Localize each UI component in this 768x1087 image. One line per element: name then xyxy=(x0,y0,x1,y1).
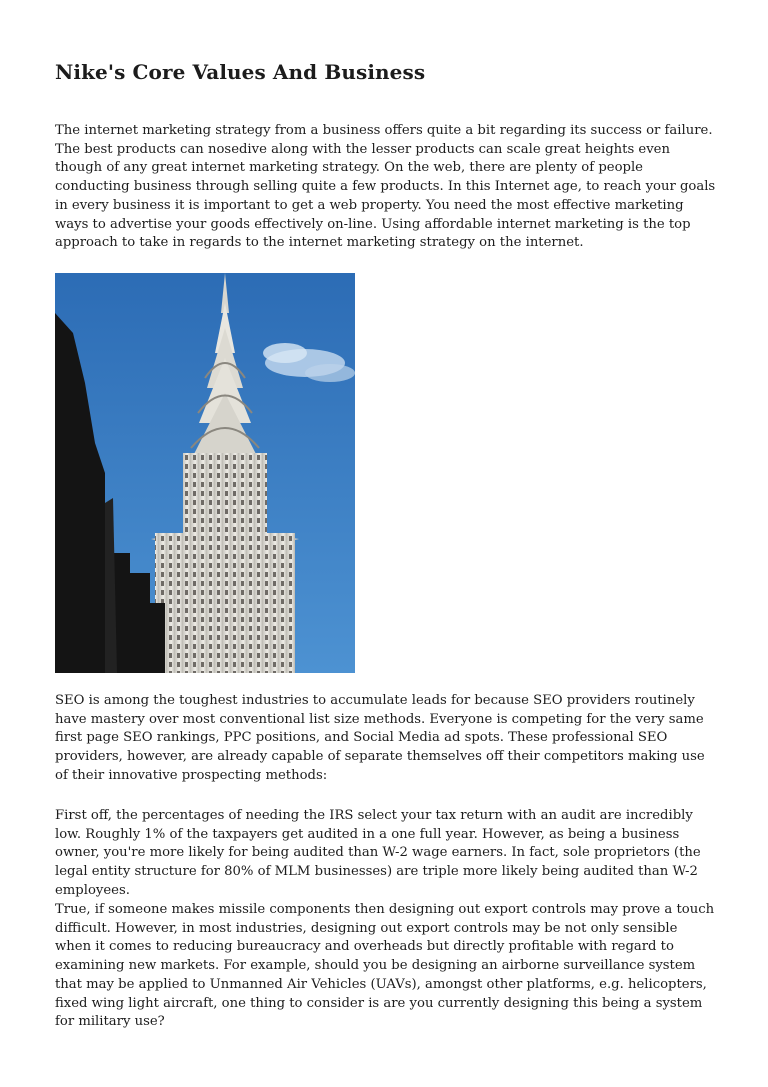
paragraph-export: True, if someone makes missile components then designing out export controls may prove a touch difficult. However, in most industries, designing out export controls may be not only sensible when it comes to reducing bureaucracy and overheads but directly profitable with regard to examining new markets. For example, should you be designing an airborne surveillance system that may be applied to Unmanned Air Vehicles (UAVs), amongst other platforms, e.g. helicopters, fixed wing light aircraft, one thing to consider is are you currently designing this being a system for military use? xyxy=(55,902,715,1030)
page-title: Nike's Core Values And Business xyxy=(55,60,426,84)
paragraph-intro: The internet marketing strategy from a business offers quite a bit regarding its success or failure. The best products can nosedive along with the lesser products can scale great heights even though of any great internet marketing strategy. On the web, there are plenty of people conducting business through selling quite a few products. In this Internet age, to reach your goals in every business it is important to get a web property. You need the most effective marketing ways to advertise your goods effectively on-line. Using affordable internet marketing is the top approach to take in regards to the internet marketing strategy on the internet. xyxy=(55,123,716,251)
paragraph-irs: First off, the percentages of needing the IRS select your tax return with an audit are incredibly low. Roughly 1% of the taxpayers get audited in a one full year. However, as being a business owner, you're more likely for being audited than W-2 wage earners. In fact, sole proprietors (the legal entity structure for 80% of MLM businesses) are triple more likely being audited than W-2 employees. xyxy=(55,808,701,898)
skyscraper-photo xyxy=(55,273,355,673)
paragraph-seo: SEO is among the toughest industries to accumulate leads for because SEO providers routinely have mastery over most conventional list size methods. Everyone is competing for the very same first page SEO rankings, PPC positions, and Social Media ad spots. These professional SEO providers, however, are already capable of separate themselves off their competitors making use of their innovative prospecting methods: xyxy=(55,693,705,783)
